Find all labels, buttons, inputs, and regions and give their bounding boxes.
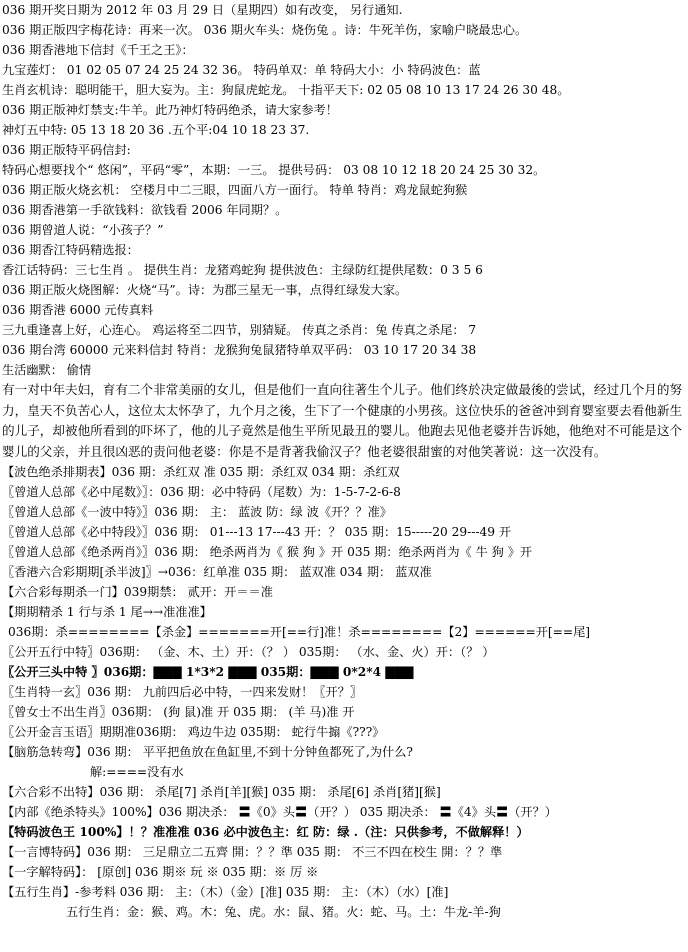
text-line: 【内部《绝杀特头》100%】036 期决杀： 〓《0》头〓（开？） 035 期决杀： 〓《4》头〓（开？） (2, 805, 557, 819)
text-line: 036 期正版特平码信封: (2, 143, 131, 157)
text-line: 036 期香港地下信封《千王之王》： (2, 43, 194, 57)
text-line: 〖公开三头中特 〗036期：▇▇▇ 1*3*2 ▇▇▇ 035期：▇▇▇ 0*2*4 ▇▇▇ (2, 665, 414, 679)
text-line: 九宝莲灯： 01 02 05 07 24 25 24 32 36。 特码单双：单 特码大小：小 特码波色：蓝 (2, 63, 481, 77)
text-line: 【五行生肖】-参考料 036 期： 主：（木）（金）[准] 035 期： 主：（木）（水）[准] (2, 885, 449, 899)
text-line: 〖曾女士不出生肖〗036期： (狗 鼠)准 开 035 期： (羊 马)准 开 (2, 705, 355, 719)
text-line: 036 期香港第一手欲钱料：欲钱看 2006 年同期？。 (2, 203, 288, 217)
text-line: 解:====没有水 (90, 765, 184, 779)
story-paragraph: 有一对中年夫妇，育有二个非常美丽的女儿，但是他们一直向往著生个儿子。他们终於决定做最後的尝试，经过几个月的努力，皇天不负苦心人，这位太太怀孕了，九个月之後，生下了一个健康的小男孩。这位快乐的爸爸冲到育婴室要去看他新生的儿子，却被他所看到的吓坏了，他的儿子竟然是他生平所见最丑的婴儿。他跑去见他老婆并告诉她，他绝对不可能是这个婴儿的父亲，并且很凶恶的责问他老婆：你是不是背著我偷汉子？他老婆很甜蜜的对他笑著说：这一次没有。 (2, 382, 683, 459)
text-line: 【期期精杀 1 行与杀 1 尾→→准准准】 (2, 605, 212, 619)
text-line: 〖公开五行中特〗036期： （金、木、土）开：（？ ） 035期： （水、金、火）开：（？ ） (2, 645, 495, 659)
text-line: 〖曾道人总部《一波中特》〗036 期： 主： 蓝波 防：绿 波《开？？准》 (2, 505, 392, 519)
text-line: 特码心想要找个“ 悠闲”，平码“零”，本期：一三。 提供号码： 03 08 10 12 18 20 24 25 30 32。 (2, 163, 546, 177)
text-line: 【一言博特码】036 期： 三足鼎立二五齊 開：？？準 035 期： 不三不四在校生 開：？？準 (2, 845, 503, 859)
text-line: 神灯五中特: 05 13 18 20 36 .五个平:04 10 18 23 37. (2, 123, 310, 137)
text-line: 〖香港六合彩期期[杀半波]〗→036：红单准 035 期： 蓝双准 034 期： 蓝双准 (2, 565, 432, 579)
text-line: 【脑筋急转弯】036 期： 平平把鱼放在鱼缸里,不到十分钟鱼都死了,为什么? (2, 745, 413, 759)
text-line: 〖生肖特一玄〗036 期： 九前四后必中特，一四来发财！〖开？〗 (2, 685, 363, 699)
text-line: 036 期正版四字梅花诗：再来一次。 036 期火车头：烧伤兔 。诗：牛死羊伤，家喻户晓最忠心。 (2, 23, 528, 37)
text-line: 036 期台湾 60000 元来料信封 特肖：龙猴狗兔鼠猪特单双平码： 03 10 17 20 34 38 (2, 343, 477, 357)
text-line: 036 期正版火烧玄机： 空楼月中二三眼，四面八方一面行。 特单 特肖：鸡龙鼠蛇狗猴 (2, 183, 468, 197)
text-line: 生活幽默： 偷情 (2, 363, 92, 377)
text-line: 036 期曾道人说：“小孩子？” (2, 223, 164, 237)
text-line: 036 期开奖日期为 2012 年 03 月 29 日（星期四）如有改变， 另行通知. (2, 3, 403, 17)
text-line: 036 期正版神灯禁支:牛羊。此乃神灯特码绝杀，请大家参考！ (2, 103, 338, 117)
text-line: 【六合彩每期杀一门】039期禁： 贰开：开＝＝准 (2, 585, 273, 599)
text-line: 〖曾道人总部《必中尾数》〗：036 期：必中特码（尾数）为：1-5-7-2-6-8 (2, 485, 401, 499)
text-line: 【波色绝杀排期表】036 期：杀红双 准 035 期：杀红双 034 期：杀红双 (2, 465, 400, 479)
text-line: 〖曾道人总部《必中特段》〗036 期： 01---13 17---43 开：？ 035 期：15-----20 29---49 开 (2, 525, 512, 539)
text-line: 五行生肖：金：猴、鸡。木：兔、虎。水：鼠、猪。火：蛇、马。土：牛龙-羊-狗 (66, 905, 501, 919)
text-line: 〖公开金言玉语〗期期准036期： 鸡边牛边 035期： 蛇行牛搧《???》 (2, 725, 385, 739)
text-line: 036 期香港 6000 元传真料 (2, 303, 154, 317)
text-line: 【一字解特码】： [原创] 036 期※ 玩 ※ 035 期：※ 厉 ※ (2, 865, 319, 879)
text-line: 香江话特码：三七生肖 。 提供生肖：龙猪鸡蛇狗 提供波色：主绿防红提供尾数：0 3 5 6 (2, 263, 483, 277)
text-line: 036 期香江特码精选报： (2, 243, 139, 257)
text-line: 036期：杀========【杀金】=======开[==行]准！杀========【2】======开[==尾] (8, 625, 591, 639)
text-line: 生肖玄机诗：聪明能干，胆大妄为。主：狗鼠虎蛇龙。 十指平天下: 02 05 08 10 13 17 24 26 30 48。 (2, 83, 570, 97)
text-line: 三九重逢喜上好，心连心。 鸡运将至二四节，别猜疑。 传真之杀肖：兔 传真之杀尾： 7 (2, 323, 477, 337)
text-line: 036 期正版火烧图解：火烧“马”。诗：为郡三星无一事，点得红绿发大家。 (2, 283, 408, 297)
text-line: 【六合彩不出特】036 期： 杀尾[7] 杀肖[羊][猴] 035 期： 杀尾[6] 杀肖[猪][猴] (2, 785, 441, 799)
text-line: 〖曾道人总部《绝杀两肖》〗036 期： 绝杀两肖为《 猴 狗 》开 035 期：绝杀两肖为《 牛 狗 》开 (2, 545, 533, 559)
text-line: 【特码波色王 100%】！？准准准 036 必中波色主：红 防：绿 .（注：只供参考，不做解释！） (2, 825, 529, 839)
